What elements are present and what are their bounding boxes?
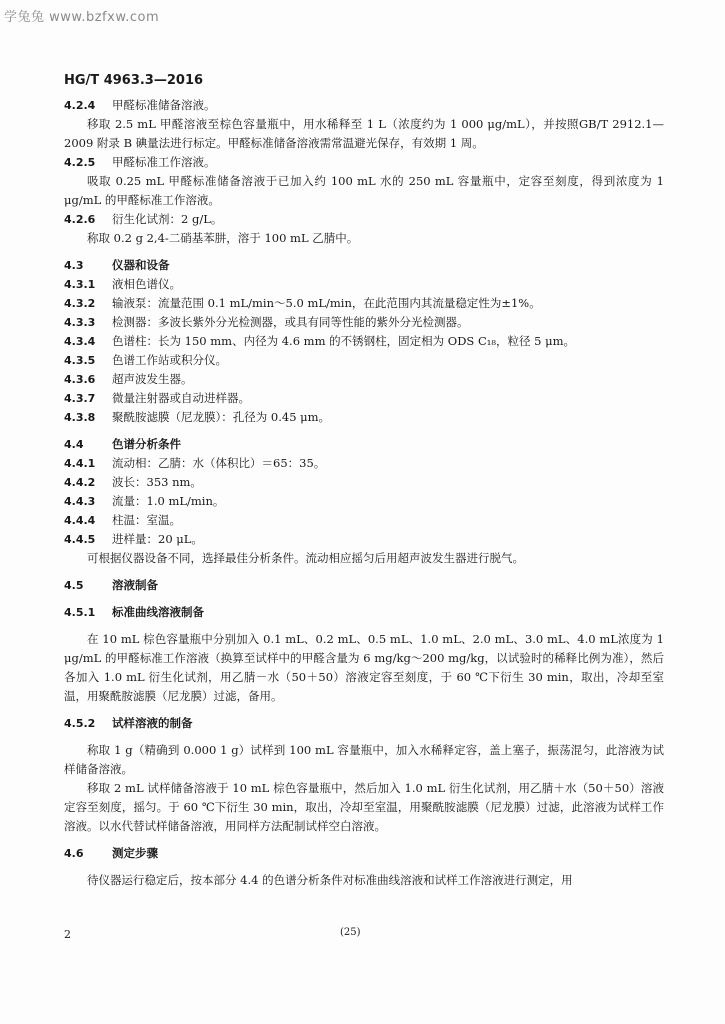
section-number: 4.5 <box>64 579 84 592</box>
clause-title: 标准曲线溶液制备 <box>112 605 204 619</box>
clause-heading <box>64 511 664 530</box>
clause-heading <box>64 153 664 172</box>
clause-text: 色谱工作站或积分仪。 <box>112 353 227 367</box>
document-body <box>64 96 664 890</box>
clause-number: 4.4.3 <box>64 495 96 508</box>
clause-number: 4.4.1 <box>64 457 96 470</box>
clause-number: 4.3.6 <box>64 373 96 386</box>
clause-heading <box>64 603 664 622</box>
clause-heading <box>64 96 664 115</box>
section-number: 4.6 <box>64 847 84 860</box>
clause-number: 4.3.7 <box>64 392 96 405</box>
clause-title: 试样溶液的制备 <box>112 716 193 730</box>
clause-number: 4.3.1 <box>64 278 96 291</box>
watermark: 学兔兔 www.bzfxw.com <box>4 10 160 25</box>
clause-text: 输液泵：流量范围 0.1 mL/min～5.0 mL/min，在此范围内其流量稳定性为±1%。 <box>112 296 541 310</box>
clause-text: 流动相：乙腈：水（体积比）＝65：35。 <box>112 456 326 470</box>
clause-number: 4.2.5 <box>64 156 96 169</box>
clause-heading <box>64 370 664 389</box>
section-heading <box>64 256 664 275</box>
clause-number: 4.3.5 <box>64 354 96 367</box>
paragraph: 称取 0.2 g 2,4-二硝基苯肼，溶于 100 mL 乙腈中。 <box>87 231 359 245</box>
clause-heading <box>64 332 664 351</box>
section-heading <box>64 435 664 454</box>
section-title: 仪器和设备 <box>112 258 170 272</box>
clause-number: 4.3.8 <box>64 411 96 424</box>
clause-number: 4.5.2 <box>64 717 96 730</box>
paragraph: 吸取 0.25 mL 甲醛标准储备溶液于已加入约 100 mL 水的 250 mL 容量瓶中，定容至刻度，得到浓度为 1 μg/mL 的甲醛标准工作溶液。 <box>64 174 664 207</box>
clause-number: 4.2.4 <box>64 99 96 112</box>
clause-text: 微量注射器或自动进样器。 <box>112 391 250 405</box>
clause-number: 4.3.3 <box>64 316 96 329</box>
clause-text: 柱温：室温。 <box>112 513 181 527</box>
clause-text: 色谱柱：长为 150 mm、内径为 4.6 mm 的不锈钢柱，固定相为 ODS C₁₈，粒径 5 μm。 <box>112 334 575 348</box>
paragraph: 可根据仪器设备不同，选择最佳分析条件。流动相应摇匀后用超声波发生器进行脱气。 <box>87 551 524 565</box>
clause-heading <box>64 530 664 549</box>
clause-heading <box>64 351 664 370</box>
footer-center-mark: (25) <box>340 927 361 938</box>
clause-number: 4.4.5 <box>64 533 96 546</box>
section-title: 色谱分析条件 <box>112 437 181 451</box>
clause-number: 4.2.6 <box>64 213 96 226</box>
paragraph: 移取 2 mL 试样储备溶液于 10 mL 棕色容量瓶中，然后加入 1.0 mL 衍生化试剂，用乙腈＋水（50＋50）溶液定容至刻度，摇匀。于 60 ℃下衍生 30 min，取出，冷却至室温，用聚酰胺滤膜（尼龙膜）过滤，此溶液为试样工作溶液。以水代替试样储备溶液，用同样方法配制试样空白溶液。 <box>64 781 664 833</box>
clause-text: 液相色谱仪。 <box>112 277 181 291</box>
clause-text: 流量：1.0 mL/min。 <box>112 494 225 508</box>
clause-heading <box>64 492 664 511</box>
section-title: 溶液制备 <box>112 578 158 592</box>
clause-heading <box>64 408 664 427</box>
section-number: 4.4 <box>64 438 84 451</box>
standard-code-header: HG/T 4963.3—2016 <box>64 73 204 88</box>
clause-number: 4.3.4 <box>64 335 96 348</box>
clause-heading <box>64 389 664 408</box>
paragraph: 在 10 mL 棕色容量瓶中分别加入 0.1 mL、0.2 mL、0.5 mL、1.0 mL、2.0 mL、3.0 mL、4.0 mL浓度为 1 μg/mL 的甲醛标准工作溶液（换算至试样中的甲醛含量为 6 mg/kg～200 mg/kg，以试验时的稀释比例为准），然后各加入 1.0 mL 衍生化试剂，用乙腈－水（50＋50）溶液定容至刻度，于 60 ℃下衍生 30 min，取出，冷却至室温，用聚酰胺滤膜（尼龙膜）过滤，备用。 <box>64 632 664 703</box>
clause-heading <box>64 714 664 733</box>
clause-heading <box>64 275 664 294</box>
section-number: 4.3 <box>64 259 84 272</box>
clause-text: 超声波发生器。 <box>112 372 193 386</box>
clause-heading <box>64 210 664 229</box>
paragraph: 待仪器运行稳定后，按本部分 4.4 的色谱分析条件对标准曲线溶液和试样工作溶液进行测定，用 <box>87 873 573 887</box>
clause-heading <box>64 294 664 313</box>
clause-number: 4.4.4 <box>64 514 96 527</box>
clause-text: 进样量：20 μL。 <box>112 532 203 546</box>
clause-text: 衍生化试剂：2 g/L。 <box>112 212 223 226</box>
clause-text: 波长：353 nm。 <box>112 475 202 489</box>
clause-text: 聚酰胺滤膜（尼龙膜）：孔径为 0.45 μm。 <box>112 410 331 424</box>
clause-text: 检测器：多波长紫外分光检测器，或具有同等性能的紫外分光检测器。 <box>112 315 469 329</box>
clause-number: 4.3.2 <box>64 297 96 310</box>
clause-number: 4.4.2 <box>64 476 96 489</box>
clause-heading <box>64 313 664 332</box>
paragraph: 称取 1 g（精确到 0.000 1 g）试样到 100 mL 容量瓶中，加入水稀释定容，盖上塞子，振荡混匀，此溶液为试样储备溶液。 <box>64 743 664 776</box>
clause-heading <box>64 473 664 492</box>
page-number: 2 <box>64 928 71 941</box>
section-heading <box>64 576 664 595</box>
clause-text: 甲醛标准工作溶液。 <box>112 155 216 169</box>
section-heading <box>64 844 664 863</box>
clause-number: 4.5.1 <box>64 606 96 619</box>
section-title: 测定步骤 <box>112 846 158 860</box>
clause-text: 甲醛标准储备溶液。 <box>112 98 216 112</box>
clause-heading <box>64 454 664 473</box>
paragraph: 移取 2.5 mL 甲醛溶液至棕色容量瓶中，用水稀释至 1 L（浓度约为 1 000 μg/mL），并按照GB/T 2912.1—2009 附录 B 碘量法进行标定。甲醛标准储备溶液需常温避光保存，有效期 1 周。 <box>64 117 664 150</box>
